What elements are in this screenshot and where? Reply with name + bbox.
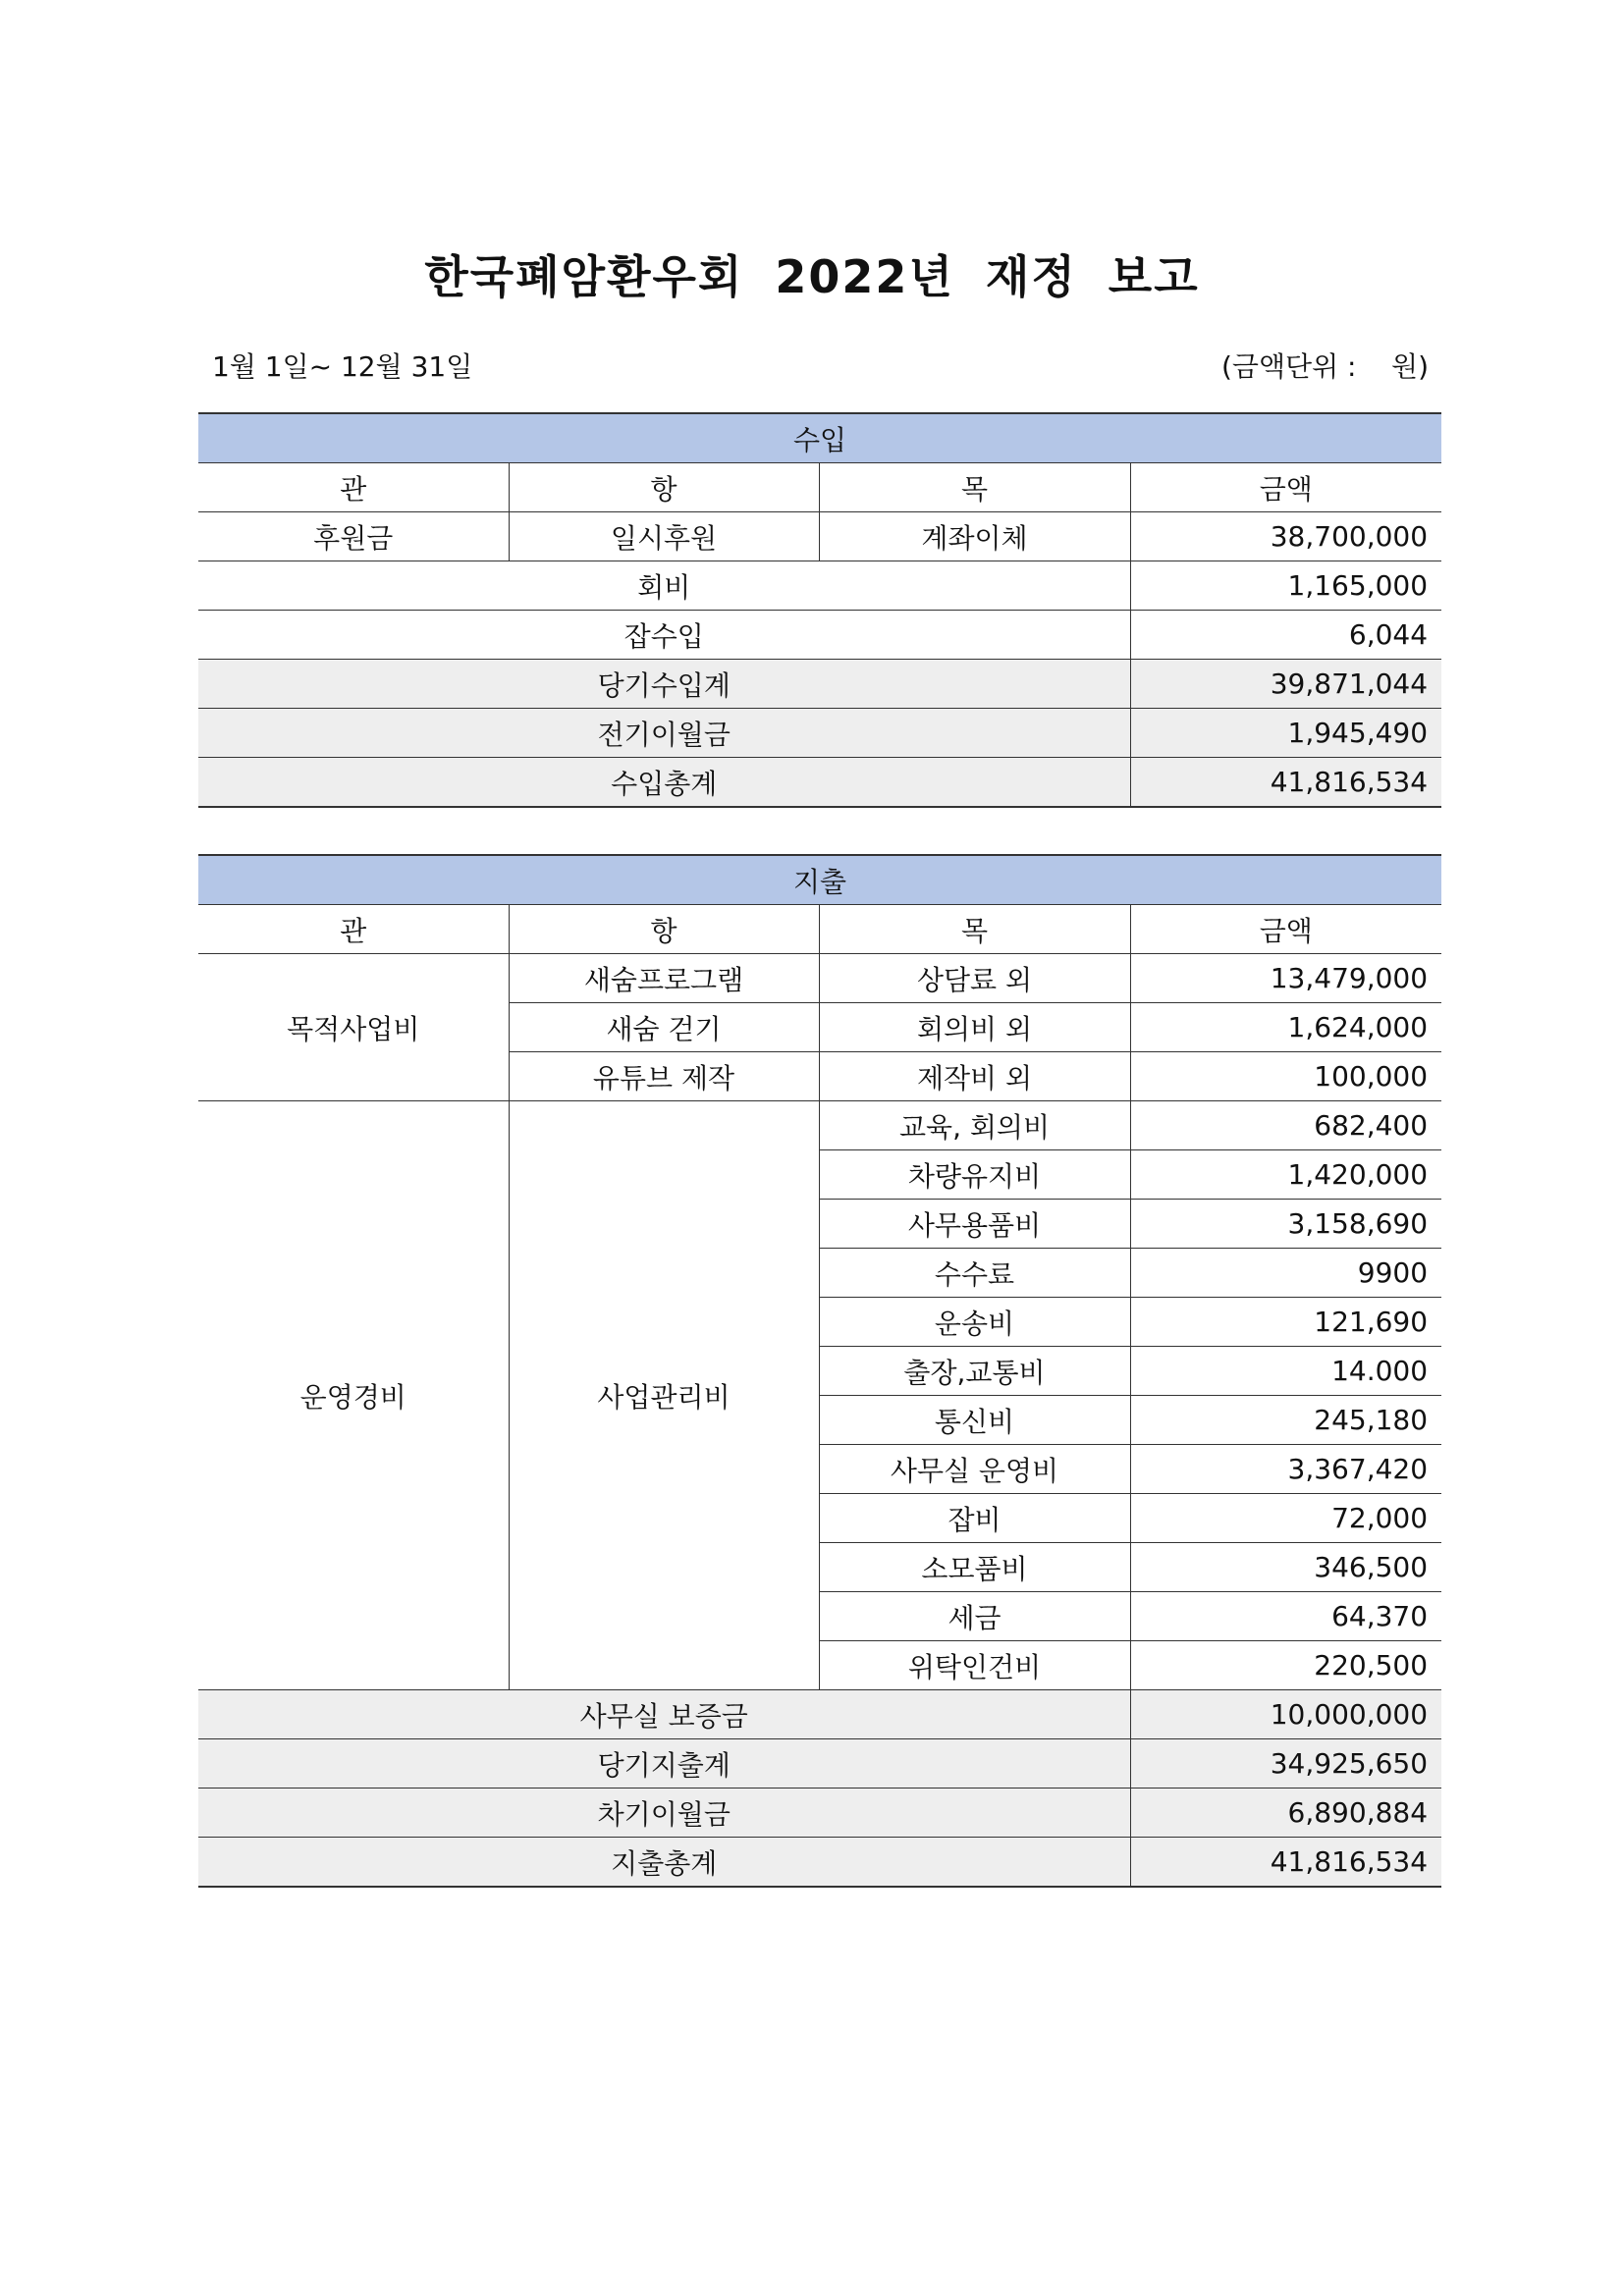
income-table xyxy=(198,412,1441,808)
expense-section-row xyxy=(198,855,1441,905)
summary-row xyxy=(198,1789,1441,1838)
summary-row xyxy=(198,1838,1441,1888)
table-row xyxy=(198,1101,1441,1150)
operating-mok-cell: 수수료 xyxy=(819,1249,1130,1298)
operating-mok-cell: 출장,교통비 xyxy=(819,1347,1130,1396)
operating-mok-cell: 잡비 xyxy=(819,1494,1130,1543)
income-amount-cell: 38,700,000 xyxy=(1130,512,1441,561)
summary-row xyxy=(198,758,1441,808)
operating-hang-cell: 사업관리비 xyxy=(509,1101,819,1690)
summary-label: 지출총계 xyxy=(198,1838,1130,1888)
purpose-amount-cell: 100,000 xyxy=(1130,1052,1441,1101)
column-header-gwan: 관 xyxy=(198,463,509,512)
table-row xyxy=(198,611,1441,660)
purpose-amount-cell: 1,624,000 xyxy=(1130,1003,1441,1052)
table-row xyxy=(198,954,1441,1003)
operating-amount-cell: 3,158,690 xyxy=(1130,1200,1441,1249)
summary-amount: 41,816,534 xyxy=(1130,1838,1441,1888)
purpose-amount-cell: 13,479,000 xyxy=(1130,954,1441,1003)
table-row xyxy=(198,561,1441,611)
summary-label: 차기이월금 xyxy=(198,1789,1130,1838)
summary-amount: 6,890,884 xyxy=(1130,1789,1441,1838)
purpose-hang-cell: 유튜브 제작 xyxy=(509,1052,819,1101)
operating-amount-cell: 3,367,420 xyxy=(1130,1445,1441,1494)
summary-row xyxy=(198,1739,1441,1789)
purpose-hang-cell: 새숨 걷기 xyxy=(509,1003,819,1052)
summary-row xyxy=(198,660,1441,709)
operating-gwan-cell: 운영경비 xyxy=(198,1101,509,1690)
summary-amount: 1,945,490 xyxy=(1130,709,1441,758)
operating-mok-cell: 운송비 xyxy=(819,1298,1130,1347)
operating-amount-cell: 9900 xyxy=(1130,1249,1441,1298)
income-section-row xyxy=(198,413,1441,463)
summary-label: 사무실 보증금 xyxy=(198,1690,1130,1739)
column-header-mok: 목 xyxy=(819,463,1130,512)
income-gwan-cell: 후원금 xyxy=(198,512,509,561)
operating-mok-cell: 사무용품비 xyxy=(819,1200,1130,1249)
income-section-header: 수입 xyxy=(198,413,1441,463)
operating-amount-cell: 220,500 xyxy=(1130,1641,1441,1690)
operating-amount-cell: 14.000 xyxy=(1130,1347,1441,1396)
operating-mok-cell: 차량유지비 xyxy=(819,1150,1130,1200)
income-item-label: 회비 xyxy=(198,561,1130,611)
purpose-mok-cell: 회의비 외 xyxy=(819,1003,1130,1052)
column-header-gwan: 관 xyxy=(198,905,509,954)
income-item-amount: 1,165,000 xyxy=(1130,561,1441,611)
operating-amount-cell: 64,370 xyxy=(1130,1592,1441,1641)
page-title: 한국폐암환우회 2022년 재정 보고 xyxy=(424,250,1200,303)
column-header-hang: 항 xyxy=(509,463,819,512)
income-item-amount: 6,044 xyxy=(1130,611,1441,660)
summary-label: 수입총계 xyxy=(198,758,1130,808)
operating-amount-cell: 682,400 xyxy=(1130,1101,1441,1150)
summary-row xyxy=(198,1690,1441,1739)
summary-label: 당기지출계 xyxy=(198,1739,1130,1789)
operating-amount-cell: 346,500 xyxy=(1130,1543,1441,1592)
summary-amount: 34,925,650 xyxy=(1130,1739,1441,1789)
operating-mok-cell: 세금 xyxy=(819,1592,1130,1641)
operating-amount-cell: 72,000 xyxy=(1130,1494,1441,1543)
column-header-amount: 금액 xyxy=(1130,905,1441,954)
income-header-row xyxy=(198,463,1441,512)
expense-header-row xyxy=(198,905,1441,954)
table-row xyxy=(198,512,1441,561)
income-item-label: 잡수입 xyxy=(198,611,1130,660)
summary-row xyxy=(198,709,1441,758)
operating-mok-cell: 위탁인건비 xyxy=(819,1641,1130,1690)
operating-mok-cell: 통신비 xyxy=(819,1396,1130,1445)
income-mok-cell: 계좌이체 xyxy=(819,512,1130,561)
amount-unit: (금액단위 : 원) xyxy=(1221,350,1430,383)
summary-amount: 10,000,000 xyxy=(1130,1690,1441,1739)
summary-amount: 41,816,534 xyxy=(1130,758,1441,808)
operating-amount-cell: 1,420,000 xyxy=(1130,1150,1441,1200)
column-header-mok: 목 xyxy=(819,905,1130,954)
report-period: 1월 1일~ 12월 31일 xyxy=(212,350,473,383)
expense-table xyxy=(198,854,1441,1888)
summary-amount: 39,871,044 xyxy=(1130,660,1441,709)
column-header-hang: 항 xyxy=(509,905,819,954)
purpose-mok-cell: 상담료 외 xyxy=(819,954,1130,1003)
summary-label: 전기이월금 xyxy=(198,709,1130,758)
operating-amount-cell: 245,180 xyxy=(1130,1396,1441,1445)
purpose-mok-cell: 제작비 외 xyxy=(819,1052,1130,1101)
operating-amount-cell: 121,690 xyxy=(1130,1298,1441,1347)
purpose-gwan-cell: 목적사업비 xyxy=(198,954,509,1101)
expense-section-header: 지출 xyxy=(198,855,1441,905)
income-hang-cell: 일시후원 xyxy=(509,512,819,561)
purpose-hang-cell: 새숨프로그램 xyxy=(509,954,819,1003)
operating-mok-cell: 사무실 운영비 xyxy=(819,1445,1130,1494)
column-header-amount: 금액 xyxy=(1130,463,1441,512)
summary-label: 당기수입계 xyxy=(198,660,1130,709)
operating-mok-cell: 소모품비 xyxy=(819,1543,1130,1592)
operating-mok-cell: 교육, 회의비 xyxy=(819,1101,1130,1150)
